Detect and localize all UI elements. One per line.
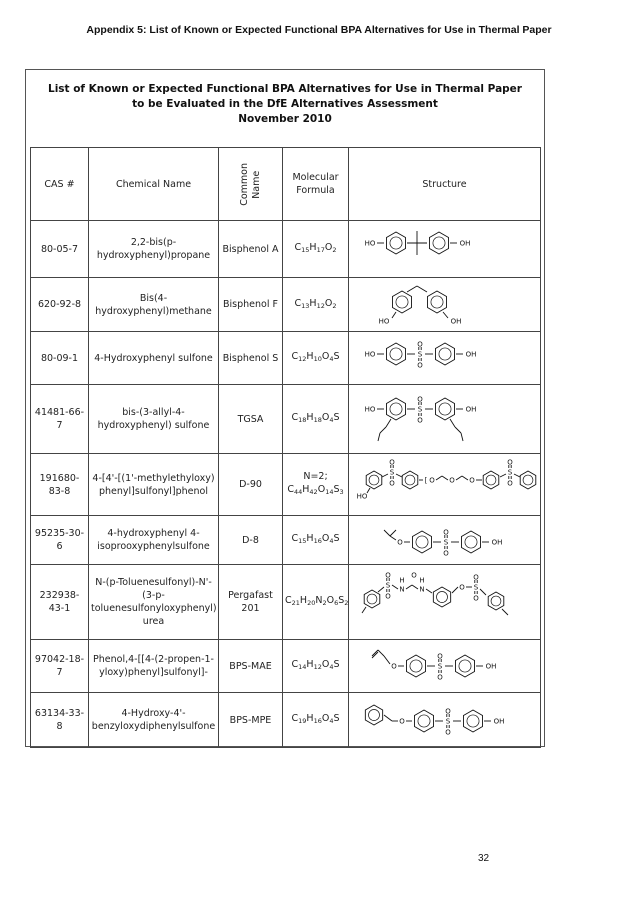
table-row <box>31 454 541 516</box>
benzene-ring-icon <box>433 587 450 607</box>
svg-text:O: O <box>416 361 423 369</box>
cas-cell: 191680-83-8 <box>31 454 89 516</box>
structure-pergafast-201-icon <box>352 567 538 638</box>
cas-cell: 95235-30-6 <box>31 516 89 565</box>
table-row <box>31 516 541 565</box>
formula-text: $C_{14}H_{12}O_4S$ <box>291 659 340 671</box>
benzene-ring-icon <box>386 398 405 420</box>
svg-text:OH: OH <box>491 538 502 546</box>
structure-d-8-icon <box>352 518 538 563</box>
svg-text:O: O <box>410 571 417 579</box>
benzene-ring-icon <box>366 471 382 489</box>
svg-text:OH: OH <box>465 405 476 413</box>
table-row <box>31 278 541 332</box>
table-row <box>31 693 541 748</box>
svg-text:N: N <box>398 585 405 593</box>
svg-text:S: S <box>507 468 512 476</box>
formula-cell <box>283 278 349 332</box>
structure-cell <box>349 640 541 693</box>
table-row <box>31 385 541 454</box>
col-header-common-name <box>219 148 283 221</box>
common-name-cell: BPS-MAE <box>219 640 283 693</box>
benzene-ring-icon <box>414 710 433 732</box>
common-name-cell: TGSA <box>219 385 283 454</box>
col-header-chemical-name: Chemical Name <box>89 148 219 221</box>
cas-cell: 63134-33-8 <box>31 693 89 748</box>
common-name-cell: Bisphenol S <box>219 332 283 385</box>
svg-text:HO: HO <box>356 492 367 500</box>
chemical-name-cell: Bis(4-hydroxyphenyl)methane <box>89 278 219 332</box>
benzene-ring-icon <box>386 343 405 365</box>
structure-bisphenol-a-icon <box>352 223 538 276</box>
svg-text:S: S <box>417 350 422 358</box>
benzene-ring-icon <box>364 590 380 608</box>
structure-bisphenol-s-icon <box>352 334 538 383</box>
svg-text:O: O <box>472 573 479 581</box>
svg-text:O: O <box>398 717 405 725</box>
svg-text:S: S <box>417 405 422 413</box>
chemical-name-cell: 4-Hydroxy-4'-benzyloxydiphenylsulfone <box>89 693 219 748</box>
svg-text:O: O <box>388 458 395 466</box>
benzene-ring-icon <box>392 291 411 313</box>
svg-text:O: O <box>384 592 391 600</box>
svg-text:O: O <box>442 549 449 557</box>
common-name-cell: D-8 <box>219 516 283 565</box>
header-row <box>31 148 541 221</box>
svg-text:S: S <box>473 583 478 591</box>
col-header-cas: CAS # <box>31 148 89 221</box>
svg-text:HO: HO <box>364 239 375 247</box>
svg-text:O: O <box>444 707 451 715</box>
svg-text:O: O <box>458 583 465 591</box>
svg-text:O: O <box>444 728 451 736</box>
formula-prefix: N=2; <box>303 471 328 482</box>
structure-bps-mae-icon <box>352 642 538 691</box>
svg-text:O: O <box>390 662 397 670</box>
formula-cell <box>283 332 349 385</box>
svg-text:OH: OH <box>485 662 496 670</box>
structure-cell <box>349 454 541 516</box>
structure-cell <box>349 565 541 640</box>
cas-cell: 80-05-7 <box>31 221 89 278</box>
table-body <box>31 221 541 748</box>
svg-text:S: S <box>389 468 394 476</box>
svg-text:S: S <box>385 581 390 589</box>
table-title <box>26 82 544 127</box>
benzene-ring-icon <box>520 471 536 489</box>
benzene-ring-icon <box>365 705 382 725</box>
svg-text:O: O <box>416 340 423 348</box>
svg-text:O: O <box>396 538 403 546</box>
svg-text:O: O <box>384 571 391 579</box>
table-row <box>31 640 541 693</box>
page-header: Appendix 5: List of Known or Expected Functional BPA Alternatives for Use in Thermal Paper <box>86 24 552 36</box>
common-name-cell: BPS-MPE <box>219 693 283 748</box>
structure-cell <box>349 278 541 332</box>
formula-text: $C_{15}H_{16}O_4S$ <box>291 533 340 545</box>
structure-bisphenol-f-icon <box>352 280 538 330</box>
benzene-ring-icon <box>488 592 504 610</box>
svg-text:O: O <box>472 594 479 602</box>
chemical-name-cell: 4-hydroxyphenyl 4-isoprooxyphenylsulfone <box>89 516 219 565</box>
chemicals-table <box>30 147 541 748</box>
formula-cell <box>283 565 349 640</box>
svg-text:OH: OH <box>459 239 470 247</box>
svg-text:S: S <box>445 717 450 725</box>
table-row <box>31 332 541 385</box>
svg-text:[: [ <box>424 476 427 484</box>
svg-text:O: O <box>416 395 423 403</box>
formula-text: $C_{19}H_{16}O_4S$ <box>291 713 340 725</box>
chemical-name-cell: Phenol,4-[[4-(2-propen-1-yloxy)phenyl]sulfonyl]- <box>89 640 219 693</box>
structure-cell <box>349 385 541 454</box>
common-name-cell: Bisphenol A <box>219 221 283 278</box>
chemical-name-cell: 4-Hydroxyphenyl sulfone <box>89 332 219 385</box>
table-title-line-3: November 2010 <box>238 113 332 125</box>
structure-tgsa-icon <box>352 387 538 452</box>
chemical-name-cell: 4-[4'-[(1'-methylethyloxy) phenyl]sulfonyl]phenol <box>89 454 219 516</box>
formula-text: $C_{13}H_{12}O_2$ <box>294 297 337 310</box>
chemical-name-cell: bis-(3-allyl-4-hydroxyphenyl) sulfone <box>89 385 219 454</box>
col-header-formula-line-2: Formula <box>296 185 335 196</box>
formula-cell <box>283 454 349 516</box>
formula-text: $C_{21}H_{20}N_2O_6S_2$ <box>285 595 349 607</box>
svg-text:O: O <box>436 652 443 660</box>
svg-text:H: H <box>398 576 405 584</box>
svg-text:O: O <box>448 476 455 484</box>
svg-text:N: N <box>418 585 425 593</box>
structure-cell <box>349 693 541 748</box>
svg-text:O: O <box>468 476 475 484</box>
benzene-ring-icon <box>455 655 474 677</box>
formula-text: $C_{18}H_{18}O_4S$ <box>291 412 340 424</box>
svg-text:H: H <box>418 576 425 584</box>
benzene-ring-icon <box>406 655 425 677</box>
benzene-ring-icon <box>427 291 446 313</box>
formula-cell <box>283 385 349 454</box>
structure-cell <box>349 221 541 278</box>
benzene-ring-icon <box>412 531 431 553</box>
cas-cell: 97042-18-7 <box>31 640 89 693</box>
benzene-ring-icon <box>429 232 448 254</box>
structure-cell <box>349 516 541 565</box>
benzene-ring-icon <box>463 710 482 732</box>
col-header-common-line-1: Common <box>238 162 250 206</box>
svg-text:HO: HO <box>378 317 389 325</box>
cas-cell: 80-09-1 <box>31 332 89 385</box>
benzene-ring-icon <box>461 531 480 553</box>
table-title-line-2: to be Evaluated in the DfE Alternatives Assessment <box>132 98 438 110</box>
page-number: 32 <box>478 853 490 864</box>
benzene-ring-icon <box>435 398 454 420</box>
common-name-cell: Pergafast 201 <box>219 565 283 640</box>
benzene-ring-icon <box>483 471 499 489</box>
formula-text: $C_{12}H_{10}O_4S$ <box>291 351 340 363</box>
chemical-name-cell: 2,2-bis(p-hydroxyphenyl)propane <box>89 221 219 278</box>
svg-text:O: O <box>428 476 435 484</box>
svg-text:O: O <box>436 673 443 681</box>
svg-text:O: O <box>506 458 513 466</box>
svg-text:S: S <box>443 538 448 546</box>
benzene-ring-icon <box>435 343 454 365</box>
benzene-ring-icon <box>402 471 418 489</box>
formula-text: $C_{44}H_{42}O_{14}S_3$ <box>287 484 344 496</box>
svg-text:OH: OH <box>465 350 476 358</box>
benzene-ring-icon <box>386 232 405 254</box>
table-title-line-1: List of Known or Expected Functional BPA Alternatives for Use in Thermal Paper <box>48 83 522 95</box>
formula-cell <box>283 221 349 278</box>
formula-cell <box>283 516 349 565</box>
svg-text:O: O <box>416 416 423 424</box>
col-header-common-line-2: Name <box>250 169 262 199</box>
structure-bps-mpe-icon <box>352 695 538 746</box>
table-frame <box>25 69 545 747</box>
formula-cell <box>283 640 349 693</box>
svg-text:HO: HO <box>364 350 375 358</box>
col-header-structure: Structure <box>349 148 541 221</box>
svg-text:O: O <box>506 479 513 487</box>
structure-d-90-icon <box>352 456 538 514</box>
chemical-name-cell: N-(p-Toluenesulfonyl)-N'-(3-p-toluenesulfonyloxyphenyl) urea <box>89 565 219 640</box>
formula-text: $C_{15}H_{17}O_2$ <box>294 242 337 254</box>
svg-text:O: O <box>442 528 449 536</box>
table-row <box>31 565 541 640</box>
cas-cell: 41481-66-7 <box>31 385 89 454</box>
col-header-formula <box>283 148 349 221</box>
svg-text:S: S <box>437 662 442 670</box>
structure-cell <box>349 332 541 385</box>
common-name-cell: D-90 <box>219 454 283 516</box>
svg-text:HO: HO <box>364 405 375 413</box>
cas-cell: 620-92-8 <box>31 278 89 332</box>
common-name-cell: Bisphenol F <box>219 278 283 332</box>
svg-text:OH: OH <box>450 317 461 325</box>
svg-text:O: O <box>388 479 395 487</box>
table-row <box>31 221 541 278</box>
svg-text:OH: OH <box>493 717 504 725</box>
formula-cell <box>283 693 349 748</box>
cas-cell: 232938-43-1 <box>31 565 89 640</box>
col-header-formula-line-1: Molecular <box>292 172 339 183</box>
